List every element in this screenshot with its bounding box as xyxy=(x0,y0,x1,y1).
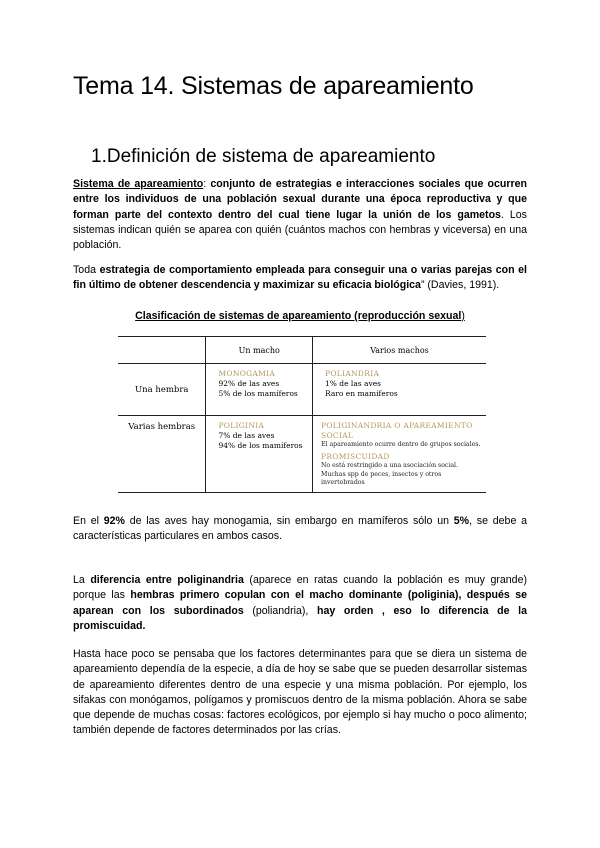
poliandria-line-2: Raro en mamíferos xyxy=(325,389,398,398)
caption-close: ) xyxy=(461,310,465,322)
percent-c: de las aves hay monogamia, sin embargo en mamíferos sólo un xyxy=(124,515,454,527)
row-label-varias-hembras: Varias hembras xyxy=(118,416,206,493)
classification-table xyxy=(118,336,486,493)
difference-c: (aparece en ratas cuando la población es muy grande) porque las xyxy=(73,574,527,602)
difference-d: (poliandria), xyxy=(243,604,317,617)
definition-paragraph xyxy=(73,177,527,253)
percent-a: En el xyxy=(73,515,104,527)
strategy-paragraph xyxy=(73,263,527,294)
monogamia-line-2: 5% de los mamíferos xyxy=(218,389,298,398)
definition-colon: : xyxy=(203,178,211,190)
difference-b3: hay orden , eso lo diferencia de la promiscuidad. xyxy=(73,604,527,632)
percent-d: , se debe a características particulares en ambos casos. xyxy=(73,515,527,543)
strategy-lead: Toda xyxy=(73,264,100,276)
definition-text: conjunto de estrategias e interacciones sociales que ocurren entre los individuos de una población sexual durante una época reproductiva y que forman parte del contexto dentro del cual tiene lugar la unión de los gametos xyxy=(73,178,527,221)
promiscuidad-label: PROMISCUIDAD xyxy=(321,452,390,462)
table-header-row xyxy=(118,337,486,364)
strategy-bold: estrategia de comportamiento empleada para conseguir una o varias parejas con el fin último de obtener descendencia y maximizar su eficacia biológica xyxy=(73,264,527,292)
poliginia-line-1: 7% de las aves xyxy=(218,431,275,440)
table-row xyxy=(118,364,486,416)
promiscuidad-line-1: No está restringido a una asociación social. xyxy=(321,462,459,470)
header-empty-cell xyxy=(118,337,206,364)
percent-92: 92% xyxy=(103,515,125,527)
poliginia-line-2: 94% de los mamíferos xyxy=(218,441,303,450)
section-heading: 1.Definición de sistema de apareamiento xyxy=(91,146,436,167)
definition-end: . xyxy=(500,208,504,221)
definition-term: Sistema de apareamiento xyxy=(73,178,204,190)
cell-poliginandria xyxy=(313,416,486,493)
percent-paragraph xyxy=(73,514,527,545)
row-label-una-hembra: Una hembra xyxy=(118,364,206,416)
cell-poliginia xyxy=(206,416,313,493)
table-caption xyxy=(73,310,527,322)
table-row xyxy=(118,416,486,493)
header-un-macho: Un macho xyxy=(206,337,313,364)
strategy-tail: ” (Davies, 1991). xyxy=(420,279,500,292)
caption-text: Clasificación de sistemas de apareamiento (reproducción sexual xyxy=(135,310,462,322)
cell-monogamia xyxy=(206,364,313,416)
poliginia-label: POLIGINIA xyxy=(218,421,265,430)
definition-rest: Los sistemas indican quién se aparea con quién (cuántos machos con hembras y viceversa) en una población. xyxy=(73,208,527,252)
difference-b2: hembras primero copulan con el macho dominante (poliginia), después se aparean con los subordinados xyxy=(73,589,527,617)
poliginandria-label: POLIGINANDRIA O APAREAMIENTO SOCIAL xyxy=(321,421,473,440)
percent-5: 5% xyxy=(453,515,470,527)
difference-a: La xyxy=(73,574,91,586)
history-paragraph: Hasta hace poco se pensaba que los factores determinantes para que se diera un sistema de apareamiento dependía de la especie, a día de hoy se sabe que se pueden desarrollar sistemas de apareamiento diferentes dentro de una especie y una misma población. Por ejemplo, los sifakas con monógamos, polígamos y promiscuos dentro de la misma población. Ahora se sabe que depende de muchas cosas: factores ecológicos, por ejemplo si hay mucho o poco alimento; también depende de factores determinados por las crías. xyxy=(73,648,527,737)
monogamia-label: MONOGAMIA xyxy=(218,369,276,378)
poliginandria-line-1: El apareamiento ocurre dentro de grupos sociales. xyxy=(321,441,481,448)
difference-paragraph xyxy=(73,573,527,634)
poliandria-line-1: 1% de las aves xyxy=(325,379,382,388)
poliandria-label: POLIANDRIA xyxy=(325,369,380,378)
header-varios-machos: Varios machos xyxy=(313,337,486,364)
cell-poliandria xyxy=(313,364,486,416)
difference-b1: diferencia entre poliginandria xyxy=(90,574,244,586)
page-title: Tema 14. Sistemas de apareamiento xyxy=(73,72,474,100)
monogamia-line-1: 92% de las aves xyxy=(218,379,280,388)
promiscuidad-line-2: Muchas spp de peces, insectos y otros invertebrados xyxy=(321,470,442,487)
